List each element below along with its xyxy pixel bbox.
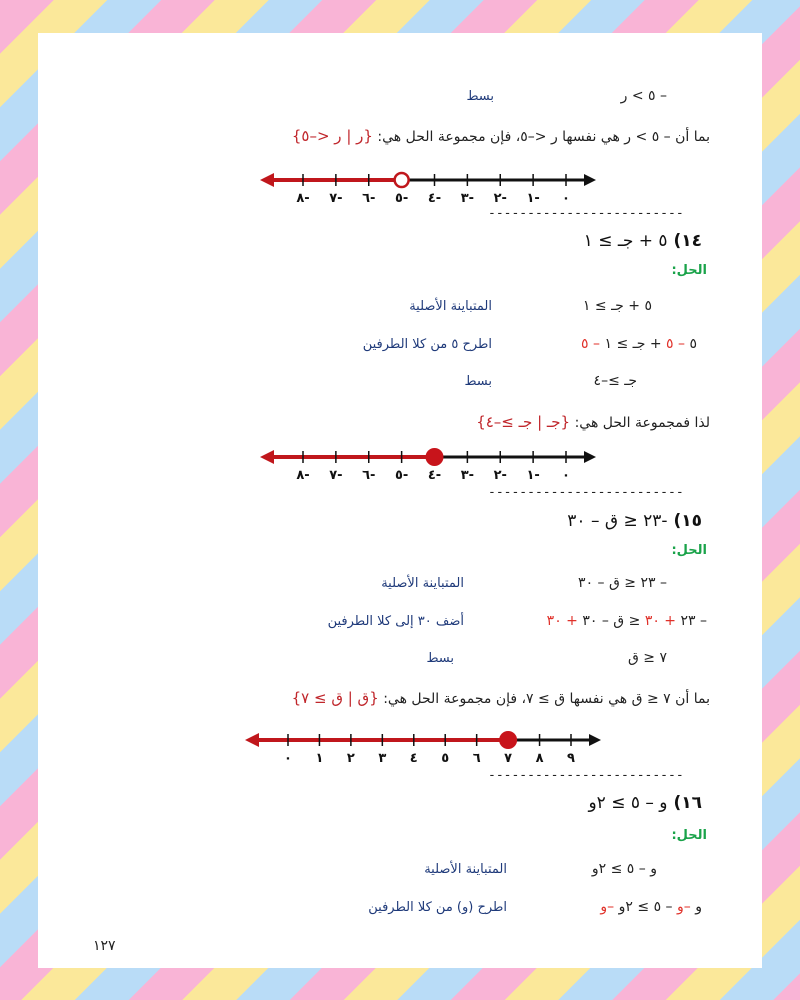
problem-15-expr: -٢٣ ≤ ق – ٣٠ bbox=[567, 511, 668, 531]
separator: ------------------------- bbox=[488, 485, 684, 500]
p15-step3-math: ٧ ≤ ق bbox=[627, 650, 667, 666]
numberline-tick-label: ٢- bbox=[493, 191, 507, 206]
p14-step1-note: المتباينة الأصلية bbox=[409, 299, 492, 314]
p15-solution-set: {ق | ق ≥ ٧} bbox=[291, 689, 379, 707]
arrow-left-icon bbox=[260, 450, 274, 464]
p14-solution-set: {جـ | جـ ≥–٤} bbox=[476, 413, 571, 431]
numberline-tick-label: ٢ bbox=[346, 751, 355, 766]
prev-solution-set: {ر | ر <–٥} bbox=[291, 127, 373, 145]
numberline-tick-label: ٧ bbox=[504, 751, 513, 766]
p15-step2-mid: ≤ ق – ٣٠ bbox=[582, 613, 641, 629]
numberline-tick-label: ٥- bbox=[394, 191, 409, 206]
p14-step2-mid: + جـ ≥ ١ bbox=[604, 336, 662, 352]
p14-sentence: لذا فمجموعة الحل هي: bbox=[574, 415, 710, 431]
problem-16-expr: و – ٥ ≥ ٢و bbox=[588, 793, 668, 813]
problem-16-header bbox=[588, 793, 702, 813]
p14-step2-red2: – ٥ bbox=[581, 336, 601, 352]
arrow-left-icon bbox=[260, 173, 274, 187]
problem-15-number: ١٥) bbox=[673, 511, 702, 531]
numberline-tick-label: ١- bbox=[526, 468, 540, 483]
numberline-tick-label: ٥- bbox=[394, 468, 409, 483]
numberline-tick-label: ٠ bbox=[562, 468, 570, 483]
p14-step2-red1: – ٥ bbox=[666, 336, 686, 352]
numberline-tick-label: ٠ bbox=[284, 751, 292, 766]
p16-step1-math: و – ٥ ≥ ٢و bbox=[591, 861, 657, 877]
numberline-tick-label: ٧- bbox=[329, 191, 343, 206]
numberline-tick-label: ٧- bbox=[329, 468, 343, 483]
p15-conclusion bbox=[292, 689, 710, 707]
numberline-tick-label: ٣- bbox=[460, 468, 475, 483]
page bbox=[38, 33, 762, 968]
numberline-tick-label: ١- bbox=[526, 191, 540, 206]
prev-conclusion bbox=[292, 127, 710, 145]
p14-step1-math: ٥ + جـ ≥ ١ bbox=[582, 298, 652, 314]
problem-15-header bbox=[567, 511, 702, 531]
separator: ------------------------- bbox=[488, 206, 684, 221]
problem-14-number: ١٤) bbox=[673, 231, 702, 251]
numberline-tick-label: ٦- bbox=[362, 191, 376, 206]
arrow-right-icon bbox=[584, 451, 596, 463]
numberline-tick-label: ٦- bbox=[362, 468, 376, 483]
numberline-tick-label: ٠ bbox=[562, 191, 570, 206]
p15-step2-red1: + ٣٠ bbox=[644, 613, 677, 629]
numberline-tick-label: ١ bbox=[315, 751, 324, 766]
prev-sentence: بما أن – ٥ > ر هي نفسها ر <–٥، فإن مجموعة الحل هي: bbox=[377, 129, 710, 145]
numberline-p15 bbox=[243, 728, 603, 768]
solution-label: الحل: bbox=[671, 828, 707, 843]
p14-step3-math: جـ ≥–٤ bbox=[593, 373, 637, 389]
problem-14-header bbox=[584, 231, 702, 251]
p15-step3-note: بسط bbox=[426, 651, 454, 666]
numberline-tick-label: ٤ bbox=[409, 751, 418, 766]
closed-point bbox=[426, 448, 444, 466]
p15-step1-note: المتباينة الأصلية bbox=[381, 576, 464, 591]
p16-step2-mid: – ٥ ≥ ٢و bbox=[618, 899, 673, 915]
numberline-tick-label: ٣ bbox=[378, 751, 387, 766]
p15-step2-pre: – ٢٣ bbox=[680, 613, 707, 629]
numberline-tick-label: ٦ bbox=[472, 751, 481, 766]
p15-step2-note: أضف ٣٠ إلى كلا الطرفين bbox=[327, 614, 464, 629]
solution-label: الحل: bbox=[671, 263, 707, 278]
solution-label: الحل: bbox=[671, 543, 707, 558]
numberline-tick-label: ٤- bbox=[427, 468, 442, 483]
closed-point bbox=[499, 731, 517, 749]
p15-sentence: بما أن ٧ ≤ ق هي نفسها ق ≥ ٧، فإن مجموعة الحل هي: bbox=[383, 691, 710, 707]
numberline-prev bbox=[258, 168, 598, 208]
numberline-tick-label: ٣- bbox=[460, 191, 475, 206]
prev-step-line: – ٥ > ر bbox=[620, 88, 667, 104]
numberline-tick-label: ٥ bbox=[441, 751, 450, 766]
problem-14-expr: ٥ + جـ ≥ ١ bbox=[583, 231, 668, 251]
p16-step1-note: المتباينة الأصلية bbox=[424, 862, 507, 877]
p14-step2-note: اطرح ٥ من كلا الطرفين bbox=[362, 337, 492, 352]
page-number: ١٢٧ bbox=[93, 938, 116, 954]
p15-step2-math bbox=[547, 613, 707, 629]
p16-step2-red2: –و bbox=[600, 899, 615, 915]
arrow-right-icon bbox=[584, 174, 596, 186]
arrow-left-icon bbox=[245, 733, 259, 747]
p15-step2-red2: + ٣٠ bbox=[546, 613, 578, 629]
numberline-tick-label: ٨ bbox=[535, 751, 544, 766]
numberline-tick-label: ٤- bbox=[427, 191, 442, 206]
numberline-tick-label: ٨- bbox=[296, 191, 310, 206]
numberline-tick-label: ٩ bbox=[567, 751, 575, 766]
arrow-right-icon bbox=[589, 734, 601, 746]
p15-step1-math: – ٢٣ ≤ ق – ٣٠ bbox=[578, 575, 667, 591]
numberline-p14 bbox=[258, 445, 598, 485]
p16-step2-note: اطرح (و) من كلا الطرفين bbox=[368, 900, 507, 915]
p14-conclusion bbox=[476, 413, 710, 431]
p16-step2-pre: و bbox=[695, 899, 702, 915]
problem-16-number: ١٦) bbox=[673, 793, 702, 813]
p14-step2-math bbox=[581, 336, 697, 352]
open-point bbox=[395, 173, 409, 187]
p14-step2-pre: ٥ bbox=[689, 336, 697, 352]
prev-step-note: بسط bbox=[466, 89, 494, 104]
p16-step2-red1: –و bbox=[677, 899, 691, 915]
p16-step2-math bbox=[600, 899, 702, 915]
p14-step3-note: بسط bbox=[464, 374, 492, 389]
separator: ------------------------- bbox=[488, 768, 684, 783]
numberline-tick-label: ٨- bbox=[296, 468, 310, 483]
numberline-tick-label: ٢- bbox=[493, 468, 507, 483]
